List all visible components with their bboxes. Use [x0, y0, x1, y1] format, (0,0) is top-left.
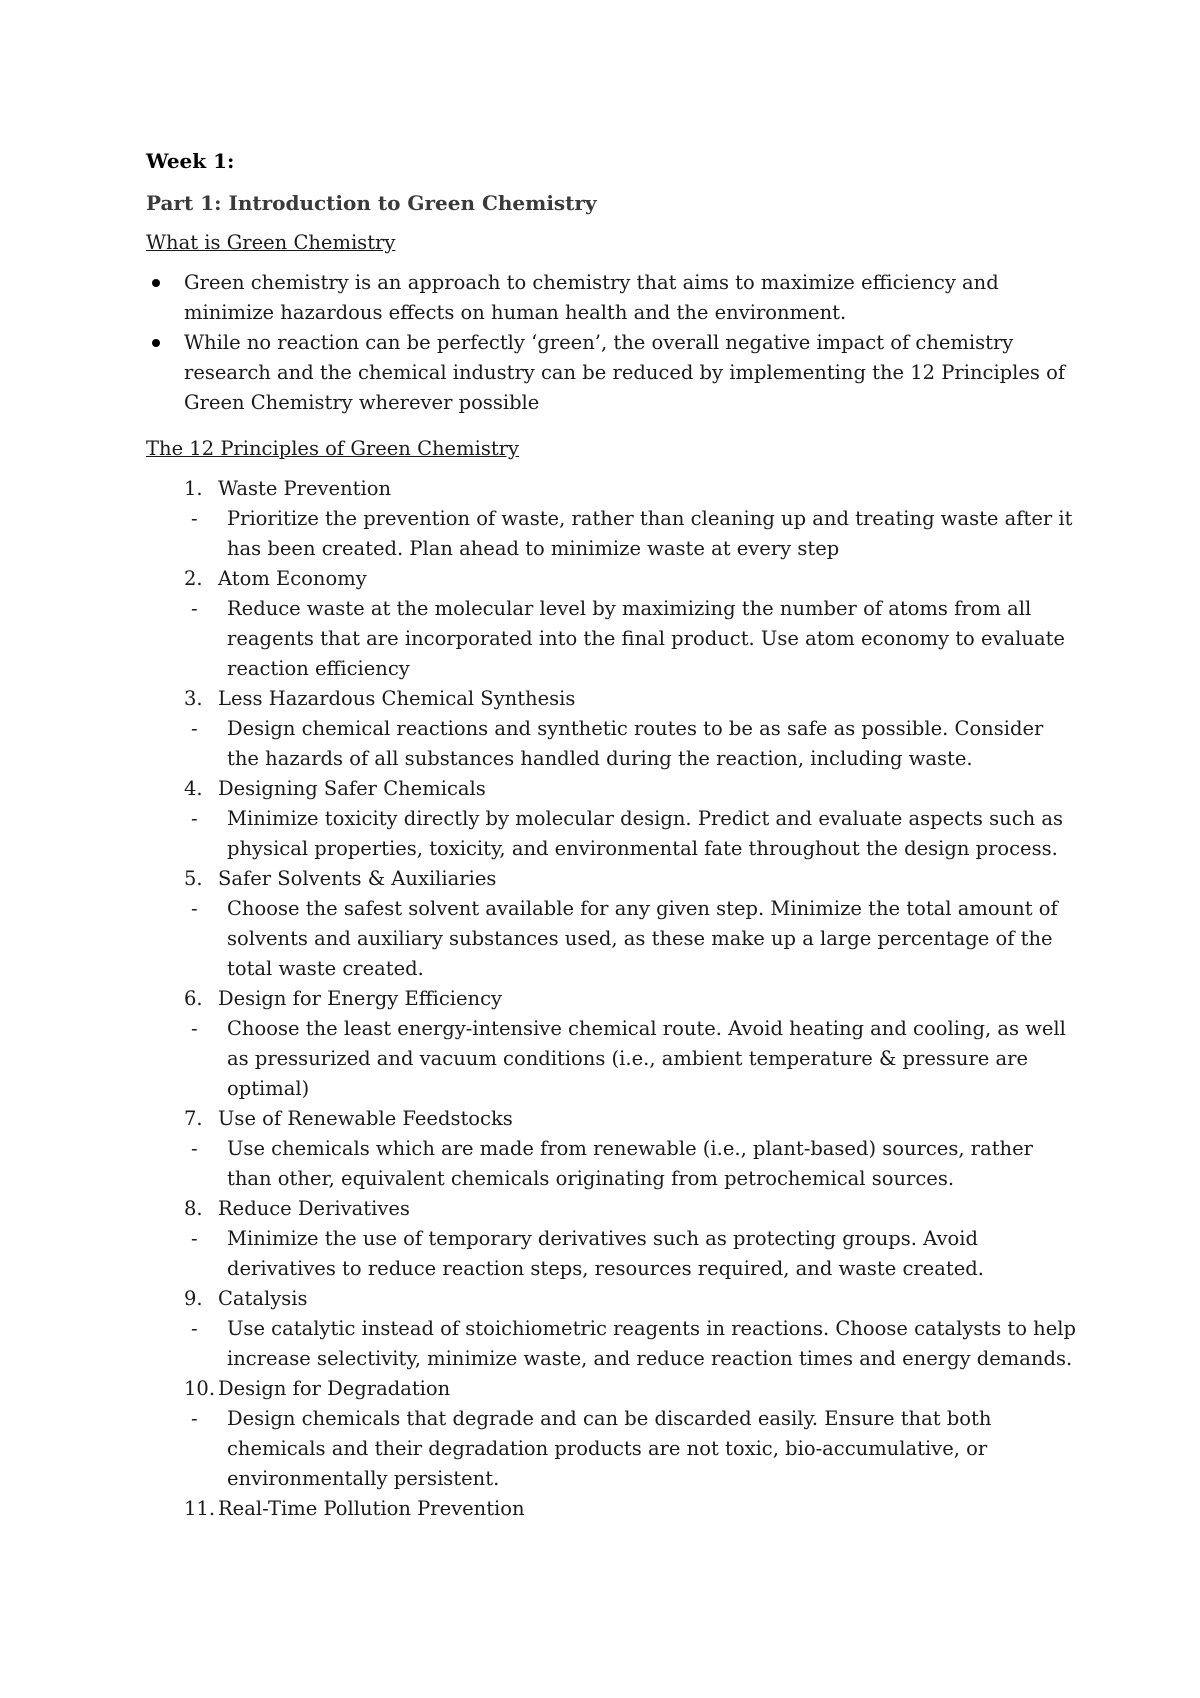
principle-number: 1. — [184, 477, 203, 500]
principle-item — [146, 1104, 1076, 1194]
principle-number: 7. — [184, 1107, 203, 1130]
principle-number: 6. — [184, 987, 203, 1010]
principle-description-text: Choose the least energy-intensive chemical route. Avoid heating and cooling, as well as pressurized and vacuum conditions (i.e., ambient temperature & pressure are optimal) — [227, 1017, 1066, 1100]
principle-description-text: Minimize the use of temporary derivatives such as protecting groups. Avoid derivatives to reduce reaction steps, resources required, and waste created. — [227, 1227, 984, 1280]
principle-description — [146, 1224, 1076, 1284]
bullet-icon — [152, 339, 160, 347]
principle-item — [146, 984, 1076, 1104]
principle-description-text: Minimize toxicity directly by molecular design. Predict and evaluate aspects such as physical properties, toxicity, and environmental fate throughout the design process. — [227, 807, 1064, 860]
principle-description — [146, 594, 1076, 684]
document-page — [146, 146, 1076, 1524]
principle-item — [146, 1494, 1076, 1524]
bullet-item — [146, 268, 1076, 328]
principle-title — [146, 1374, 1076, 1404]
principle-description — [146, 1314, 1076, 1374]
principle-description — [146, 1014, 1076, 1104]
principle-number: 4. — [184, 777, 203, 800]
principle-item — [146, 1194, 1076, 1284]
principle-title-text: Designing Safer Chemicals — [218, 777, 486, 800]
principle-number: 11. — [184, 1497, 216, 1520]
principle-description-text: Choose the safest solvent available for any given step. Minimize the total amount of solvents and auxiliary substances used, as these make up a large percentage of the total waste created. — [227, 897, 1058, 980]
principle-number: 10. — [184, 1377, 216, 1400]
part-heading: Part 1: Introduction to Green Chemistry — [146, 191, 597, 215]
principle-description — [146, 714, 1076, 774]
principle-title — [146, 564, 1076, 594]
principle-title — [146, 1494, 1076, 1524]
bullet-text: Green chemistry is an approach to chemistry that aims to maximize efficiency and minimize hazardous effects on human health and the environment. — [184, 271, 999, 324]
principle-title — [146, 1284, 1076, 1314]
principle-title-text: Atom Economy — [218, 567, 367, 590]
principle-description-text: Reduce waste at the molecular level by maximizing the number of atoms from all reagents that are incorporated into the final product. Use atom economy to evaluate reaction efficiency — [227, 597, 1065, 680]
principle-item — [146, 1374, 1076, 1494]
principle-title-text: Design for Degradation — [218, 1377, 451, 1400]
dash-marker: - — [191, 897, 198, 920]
principle-description-text: Design chemicals that degrade and can be discarded easily. Ensure that both chemicals and their degradation products are not toxic, bio-accumulative, or environmentally persistent. — [227, 1407, 992, 1490]
dash-marker: - — [191, 807, 198, 830]
dash-marker: - — [191, 507, 198, 530]
principle-title-text: Waste Prevention — [218, 477, 392, 500]
bullet-item — [146, 328, 1076, 418]
principle-title-text: Safer Solvents & Auxiliaries — [218, 867, 497, 890]
principle-item — [146, 774, 1076, 864]
principle-title — [146, 684, 1076, 714]
section-heading-what-is: What is Green Chemistry — [146, 231, 396, 254]
principle-title — [146, 474, 1076, 504]
principle-number: 2. — [184, 567, 203, 590]
principle-description — [146, 804, 1076, 864]
principle-number: 5. — [184, 867, 203, 890]
principle-title — [146, 864, 1076, 894]
principle-title-text: Less Hazardous Chemical Synthesis — [218, 687, 576, 710]
principle-description-text: Use chemicals which are made from renewable (i.e., plant-based) sources, rather than other, equivalent chemicals originating from petrochemical sources. — [227, 1137, 1033, 1190]
principle-description — [146, 1134, 1076, 1194]
principle-title-text: Catalysis — [218, 1287, 308, 1310]
principle-description — [146, 1404, 1076, 1494]
principle-item — [146, 564, 1076, 684]
principle-description-text: Use catalytic instead of stoichiometric reagents in reactions. Choose catalysts to help increase selectivity, minimize waste, and reduce reaction times and energy demands. — [227, 1317, 1076, 1370]
principle-item — [146, 684, 1076, 774]
week-heading: Week 1: — [146, 149, 235, 173]
principle-title-text: Design for Energy Efficiency — [218, 987, 503, 1010]
bullet-list — [146, 268, 1076, 418]
principle-title — [146, 774, 1076, 804]
principle-title-text: Use of Renewable Feedstocks — [218, 1107, 513, 1130]
dash-marker: - — [191, 1317, 198, 1340]
section-heading-principles: The 12 Principles of Green Chemistry — [146, 437, 519, 460]
dash-marker: - — [191, 1137, 198, 1160]
principle-description-text: Prioritize the prevention of waste, rather than cleaning up and treating waste after it has been created. Plan ahead to minimize waste at every step — [227, 507, 1073, 560]
principle-title — [146, 1104, 1076, 1134]
dash-marker: - — [191, 597, 198, 620]
principle-item — [146, 474, 1076, 564]
principle-item — [146, 864, 1076, 984]
dash-marker: - — [191, 1017, 198, 1040]
principle-title — [146, 984, 1076, 1014]
bullet-icon — [152, 279, 160, 287]
principle-description — [146, 894, 1076, 984]
principle-item — [146, 1284, 1076, 1374]
principle-description — [146, 504, 1076, 564]
principle-number: 8. — [184, 1197, 203, 1220]
principle-title — [146, 1194, 1076, 1224]
principle-title-text: Real-Time Pollution Prevention — [218, 1497, 525, 1520]
dash-marker: - — [191, 1407, 198, 1430]
principles-list — [146, 474, 1076, 1524]
principle-number: 9. — [184, 1287, 203, 1310]
principle-title-text: Reduce Derivatives — [218, 1197, 410, 1220]
dash-marker: - — [191, 1227, 198, 1250]
principle-description-text: Design chemical reactions and synthetic routes to be as safe as possible. Consider the hazards of all substances handled during the reaction, including waste. — [227, 717, 1044, 770]
bullet-text: While no reaction can be perfectly ‘green’, the overall negative impact of chemistry research and the chemical industry can be reduced by implementing the 12 Principles of Green Chemistry wherever possible — [184, 331, 1066, 414]
principle-number: 3. — [184, 687, 203, 710]
dash-marker: - — [191, 717, 198, 740]
